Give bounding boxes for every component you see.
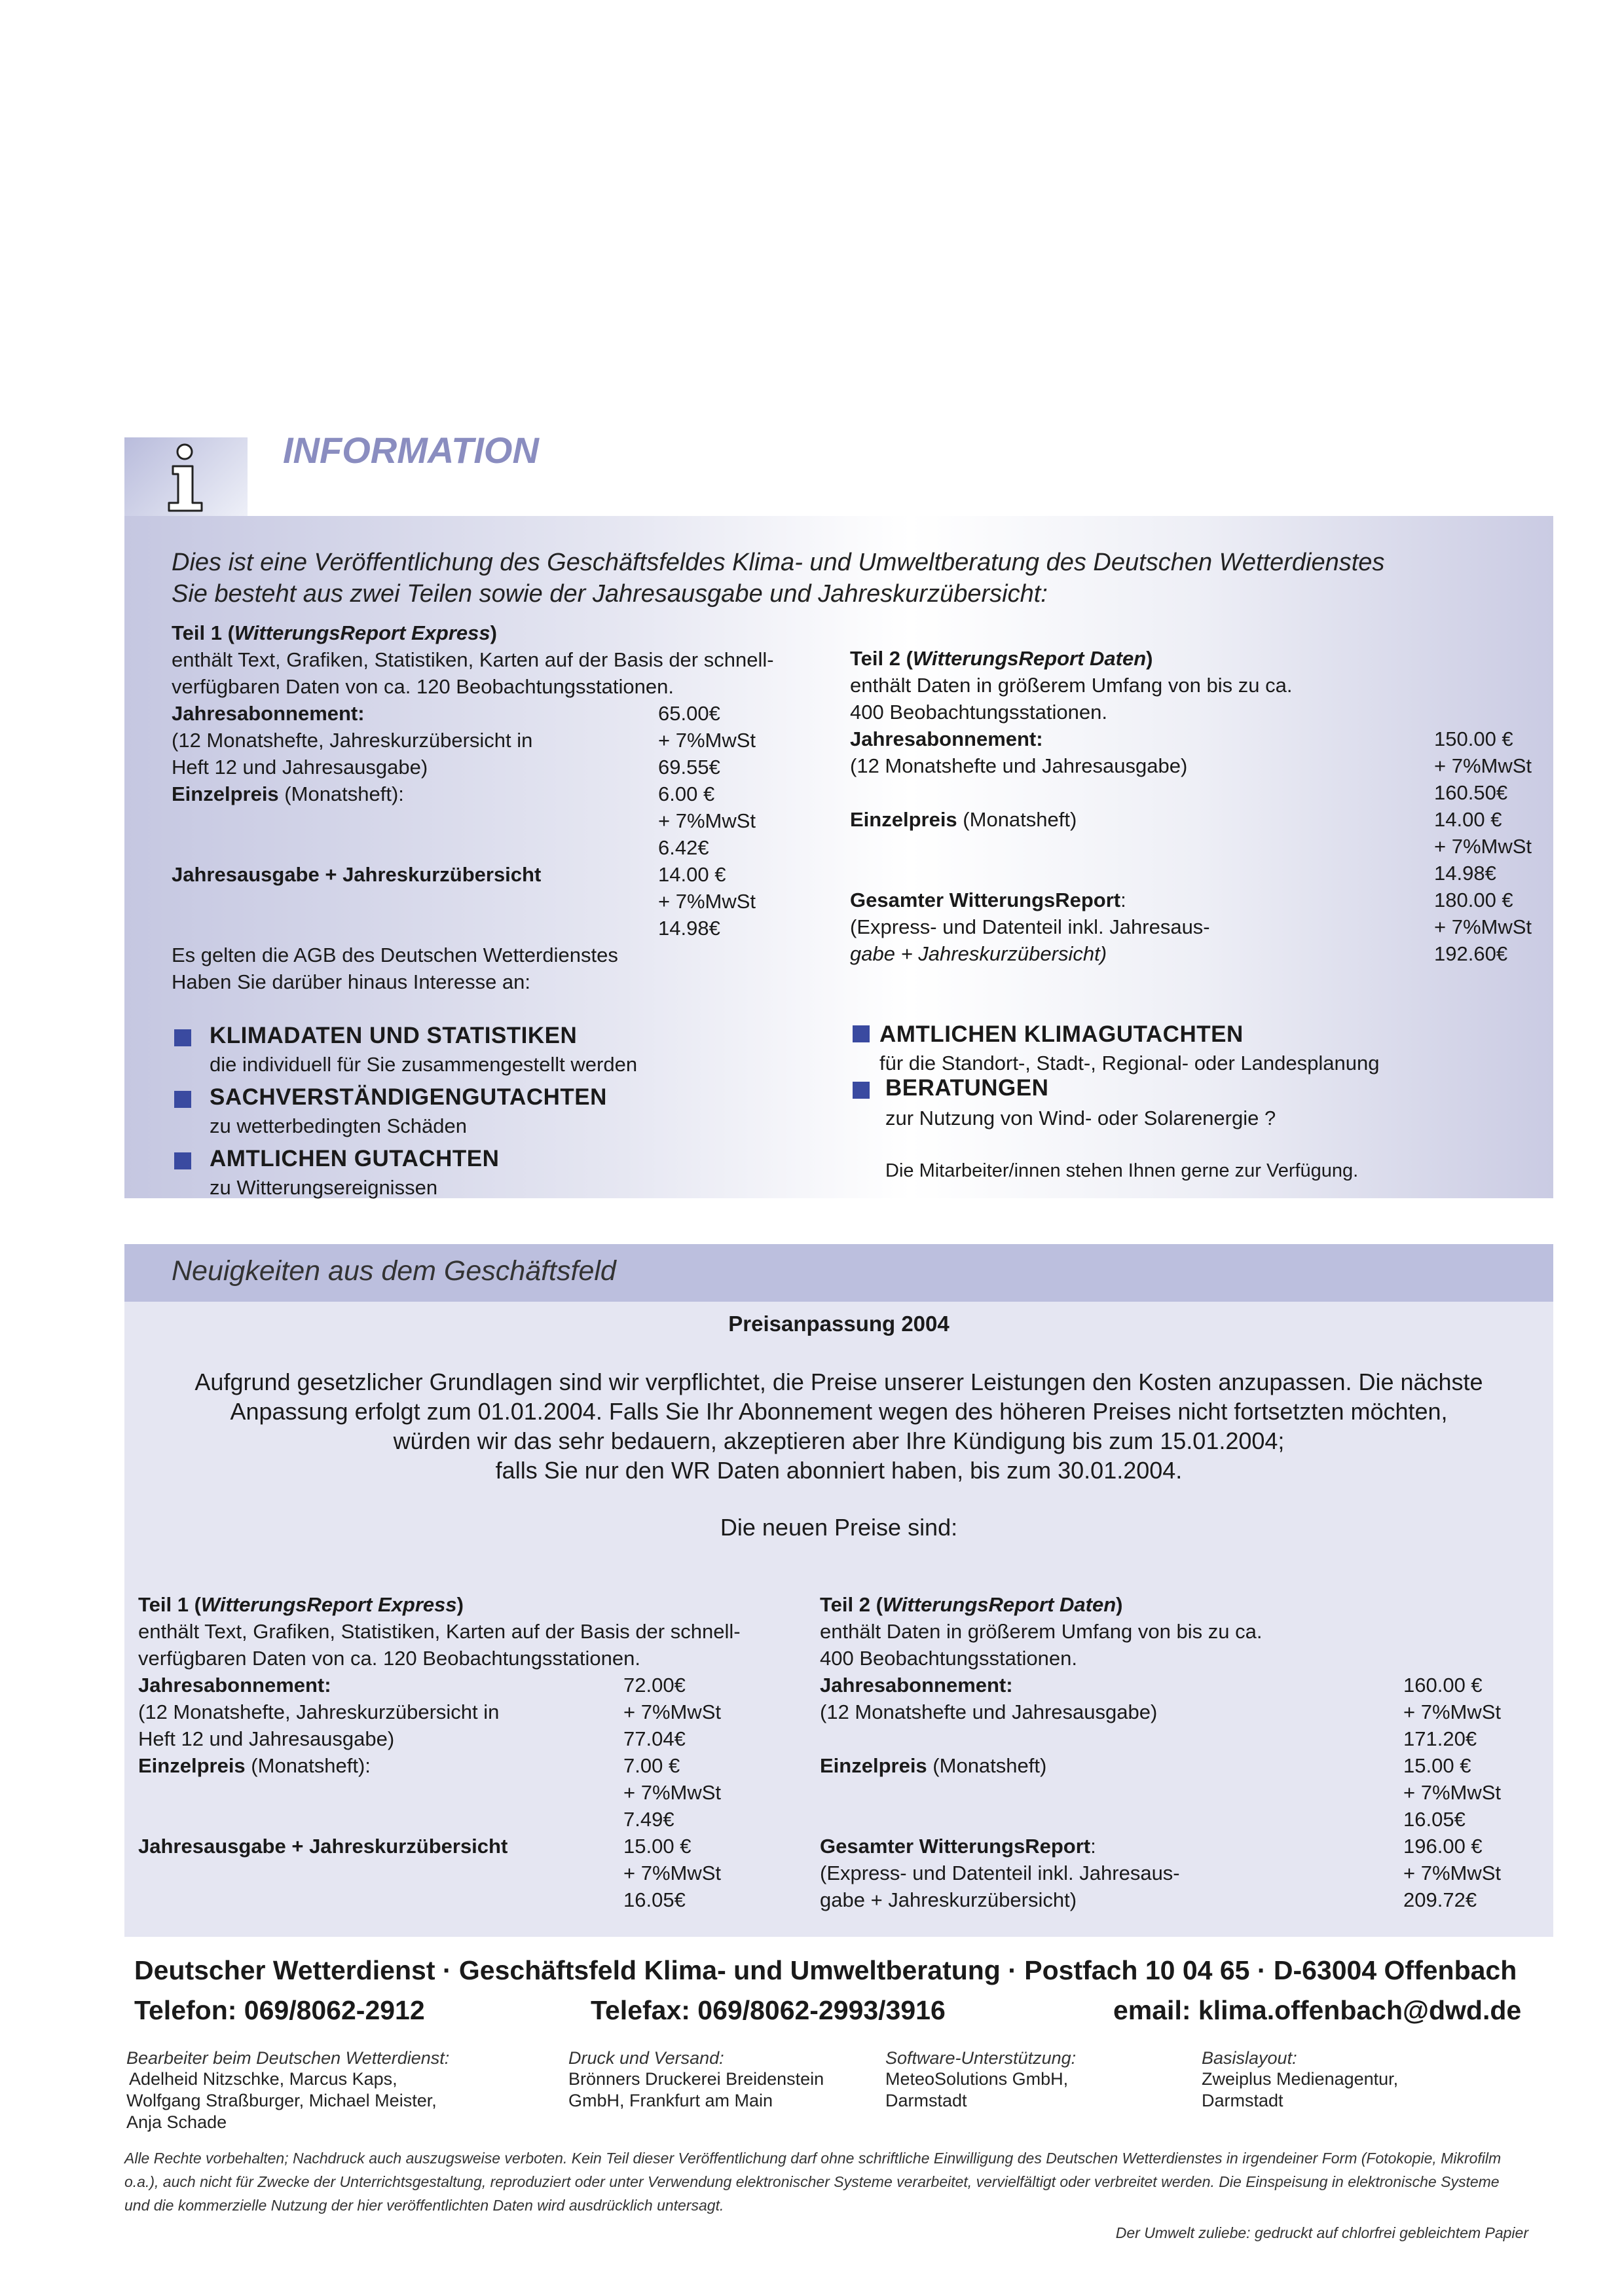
info-icon (124, 437, 248, 517)
news-teil1-einzel-total: 7.49€ (623, 1808, 674, 1831)
news-teil1-einzel-price: 7.00 € (623, 1754, 680, 1777)
info-teil1-abo-label: Jahresabonnement: (172, 702, 365, 725)
legal-line-3: und die kommerzielle Nutzung der hier veröffentlichten Daten wird ausdrücklich untersagt. (124, 2197, 724, 2214)
service-beratungen-sub: zur Nutzung von Wind- oder Solarenergie ? (885, 1107, 1276, 1129)
news-new-prices: Die neuen Preise sind: (720, 1514, 958, 1541)
news-teil2-heading: Teil 2 (WitterungsReport Daten) (820, 1593, 1123, 1616)
credit-print (568, 2048, 824, 2112)
news-teil2-ges-price: 196.00 € (1403, 1835, 1483, 1858)
news-teil1-abo-sub-1: (12 Monatshefte, Jahreskurzübersicht in (138, 1700, 500, 1723)
info-teil1-einzel-mwst: + 7%MwSt (658, 809, 756, 832)
info-teil2-abo-sub: (12 Monatshefte und Jahresausgabe) (850, 754, 1188, 777)
news-teil2-abo-price: 160.00 € (1403, 1674, 1483, 1697)
news-teil2-abo-mwst: + 7%MwSt (1403, 1700, 1502, 1723)
news-heading: Preisanpassung 2004 (728, 1312, 950, 1336)
staff-note: Die Mitarbeiter/innen stehen Ihnen gerne zur Verfügung. (885, 1160, 1359, 1181)
service-klimadaten-sub: die individuell für Sie zusammengestellt werden (210, 1053, 638, 1076)
intro-line-2: Sie besteht aus zwei Teilen sowie der Jahresausgabe und Jahreskurzübersicht: (172, 580, 1048, 608)
credit-editors-heading: Bearbeiter beim Deutschen Wetterdienst: (126, 2048, 450, 2068)
eco-note: Der Umwelt zuliebe: gedruckt auf chlorfrei gebleichtem Papier (1115, 2224, 1528, 2241)
credit-editors (126, 2048, 449, 2133)
news-teil1-jahr-mwst: + 7%MwSt (623, 1862, 722, 1884)
info-teil2-einzel: Einzelpreis (Monatsheft) (850, 808, 1077, 831)
credit-software-line: Darmstadt (885, 2091, 967, 2110)
news-teil2-einzel: Einzelpreis (Monatsheft) (820, 1754, 1047, 1777)
service-beratungen: BERATUNGEN (885, 1075, 1049, 1101)
info-teil1-einzel-price: 6.00 € (658, 782, 715, 805)
news-teil1-einzel-mwst: + 7%MwSt (623, 1781, 722, 1804)
news-teil1-abo-mwst: + 7%MwSt (623, 1700, 722, 1723)
news-teil2-desc-1: enthält Daten in größerem Umfang von bis zu ca. (820, 1620, 1263, 1643)
credit-layout-line: Darmstadt (1202, 2091, 1283, 2110)
bullet-square-icon (853, 1082, 870, 1099)
footer-address: Deutscher Wetterdienst · Geschäftsfeld Klima- und Umweltberatung · Postfach 10 04 65 · D-63004 Offenbach (134, 1955, 1517, 1985)
news-teil2-ges-sub-1: (Express- und Datenteil inkl. Jahresaus- (820, 1862, 1180, 1884)
news-teil2-ges-mwst: + 7%MwSt (1403, 1862, 1502, 1884)
news-teil1-einzel: Einzelpreis (Monatsheft): (138, 1754, 371, 1777)
info-teil1-jahr-label: Jahresausgabe + Jahreskurzübersicht (172, 863, 542, 886)
intro-line-1: Dies ist eine Veröffentlichung des Geschäftsfeldes Klima- und Umweltberatung des Deutschen Wetterdienstes (172, 549, 1385, 576)
info-teil2-abo-label: Jahresabonnement: (850, 727, 1043, 750)
info-teil1-abo-mwst: + 7%MwSt (658, 729, 756, 752)
info-teil1-jahr-total: 14.98€ (658, 917, 720, 940)
info-teil1-abo-sub-2: Heft 12 und Jahresausgabe) (172, 756, 428, 779)
info-teil1-abo-sub-1: (12 Monatshefte, Jahreskurzübersicht in (172, 729, 533, 752)
news-teil2-einzel-mwst: + 7%MwSt (1403, 1781, 1502, 1804)
credit-editors-line: Wolfgang Straßburger, Michael Meister, (126, 2091, 437, 2110)
info-teil2-abo-price: 150.00 € (1434, 727, 1513, 750)
credit-editors-line: Anja Schade (126, 2112, 227, 2132)
info-teil1-einzel-total: 6.42€ (658, 836, 709, 859)
news-teil1-heading: Teil 1 (WitterungsReport Express) (138, 1593, 464, 1616)
service-klimadaten: KLIMADATEN UND STATISTIKEN (210, 1023, 578, 1048)
credit-print-line: GmbH, Frankfurt am Main (568, 2091, 773, 2110)
credit-print-line: Brönners Druckerei Breidenstein (568, 2069, 824, 2089)
news-paragraph-line-1: Aufgrund gesetzlicher Grundlagen sind wir verpflichtet, die Preise unserer Leistungen den Kosten anzupassen. Die nächste (194, 1368, 1483, 1395)
news-teil1-jahr-total: 16.05€ (623, 1888, 686, 1911)
info-teil1-heading: Teil 1 (WitterungsReport Express) (172, 621, 497, 644)
news-teil2-abo-label: Jahresabonnement: (820, 1674, 1013, 1697)
news-teil2-ges: Gesamter WitterungsReport: (820, 1835, 1096, 1858)
info-teil1-desc-1: enthält Text, Grafiken, Statistiken, Karten auf der Basis der schnell- (172, 648, 774, 671)
news-paragraph-line-4: falls Sie nur den WR Daten abonniert haben, bis zum 30.01.2004. (495, 1457, 1183, 1484)
news-teil2-abo-sub: (12 Monatshefte und Jahresausgabe) (820, 1700, 1158, 1723)
info-teil1-abo-total: 69.55€ (658, 756, 720, 779)
service-amtliche-klimagutachten: AMTLICHEN KLIMAGUTACHTEN (879, 1021, 1244, 1047)
credit-editors-line: Adelheid Nitzschke, Marcus Kaps, (129, 2069, 397, 2089)
legal-notice (124, 2146, 1552, 2217)
news-teil1-jahr-price: 15.00 € (623, 1835, 692, 1858)
info-teil2-ges-price: 180.00 € (1434, 889, 1513, 911)
credit-layout (1202, 2048, 1398, 2112)
legal-line-2: o.a.), auch nicht für Zwecke der Unterrichtsgestaltung, reproduziert oder unter Verwendung elektronischer Systeme verarbeitet, vervielfältigt oder verbreitet werden. Die Einspeisung in elektronische Systeme (124, 2173, 1500, 2190)
news-teil2-einzel-price: 15.00 € (1403, 1754, 1471, 1777)
news-teil1-abo-price: 72.00€ (623, 1674, 686, 1697)
info-title: INFORMATION (283, 430, 539, 471)
news-teil2-desc-2: 400 Beobachtungsstationen. (820, 1647, 1077, 1670)
info-teil2-ges-sub-1: (Express- und Datenteil inkl. Jahresaus- (850, 915, 1210, 938)
info-teil2-abo-total: 160.50€ (1434, 781, 1508, 804)
info-teil2-desc-1: enthält Daten in größerem Umfang von bis zu ca. (850, 674, 1293, 697)
info-teil2-ges-total: 192.60€ (1434, 942, 1508, 965)
footer-phone: Telefon: 069/8062-2912 (134, 1995, 425, 2025)
bullet-square-icon (174, 1091, 191, 1108)
news-title: Neuigkeiten aus dem Geschäftsfeld (172, 1255, 616, 1287)
info-teil1-abo-price: 65.00€ (658, 702, 720, 725)
footer-fax: Telefax: 069/8062-2993/3916 (591, 1995, 946, 2025)
news-teil2-einzel-total: 16.05€ (1403, 1808, 1466, 1831)
legal-line-1: Alle Rechte vorbehalten; Nachdruck auch auszugsweise verboten. Kein Teil dieser Veröffentlichung darf ohne schriftliche Einwilligung des Deutschen Wetterdienstes in irgendeiner Form (Fotokopie, Mikrofilm (124, 2150, 1502, 2167)
service-amtliche-klimagutachten-sub: für die Standort-, Stadt-, Regional- oder Landesplanung (879, 1052, 1380, 1074)
info-teil2-einzel-total: 14.98€ (1434, 862, 1496, 885)
news-paragraph-line-2: Anpassung erfolgt zum 01.01.2004. Falls Sie Ihr Abonnement wegen des höheren Preises nicht fortsetzten möchten, (230, 1398, 1448, 1425)
info-teil1-desc-2: verfügbaren Daten von ca. 120 Beobachtungsstationen. (172, 675, 674, 698)
info-teil2-einzel-price: 14.00 € (1434, 808, 1502, 831)
bullet-square-icon (174, 1152, 191, 1169)
service-sachverstaendigengutachten-sub: zu wetterbedingten Schäden (210, 1114, 467, 1137)
credit-layout-heading: Basislayout: (1202, 2048, 1297, 2068)
info-interest: Haben Sie darüber hinaus Interesse an: (172, 970, 531, 993)
news-teil2-ges-sub-2: gabe + Jahreskurzübersicht) (820, 1888, 1077, 1911)
info-teil1-jahr-price: 14.00 € (658, 863, 726, 886)
news-teil1-abo-sub-2: Heft 12 und Jahresausgabe) (138, 1727, 395, 1750)
info-teil1-jahr-mwst: + 7%MwSt (658, 890, 756, 913)
info-teil2-abo-mwst: + 7%MwSt (1434, 754, 1532, 777)
news-teil2-ges-total: 209.72€ (1403, 1888, 1477, 1911)
news-teil1-desc-2: verfügbaren Daten von ca. 120 Beobachtungsstationen. (138, 1647, 640, 1670)
news-teil1-abo-label: Jahresabonnement: (138, 1674, 331, 1697)
info-teil2-desc-2: 400 Beobachtungsstationen. (850, 701, 1107, 724)
credit-print-heading: Druck und Versand: (568, 2048, 724, 2068)
info-teil2-ges-mwst: + 7%MwSt (1434, 915, 1532, 938)
info-teil1-einzel: Einzelpreis (Monatsheft): (172, 782, 404, 805)
info-teil2-ges-sub-2: gabe + Jahreskurzübersicht) (850, 942, 1107, 965)
info-teil2-ges: Gesamter WitterungsReport: (850, 889, 1126, 911)
bullet-square-icon (853, 1025, 870, 1042)
credit-software-line: MeteoSolutions GmbH, (885, 2069, 1069, 2089)
service-amtliche-gutachten-sub: zu Witterungsereignissen (210, 1176, 438, 1199)
news-teil1-desc-1: enthält Text, Grafiken, Statistiken, Karten auf der Basis der schnell- (138, 1620, 741, 1643)
bullet-square-icon (174, 1029, 191, 1046)
info-agb: Es gelten die AGB des Deutschen Wetterdienstes (172, 944, 618, 966)
news-teil1-abo-total: 77.04€ (623, 1727, 686, 1750)
credit-layout-line: Zweiplus Medienagentur, (1202, 2069, 1399, 2089)
info-teil2-heading: Teil 2 (WitterungsReport Daten) (850, 647, 1153, 670)
news-paragraph-line-3: würden wir das sehr bedauern, akzeptieren aber Ihre Kündigung bis zum 15.01.2004; (393, 1427, 1285, 1454)
news-teil1-jahr-label: Jahresausgabe + Jahreskurzübersicht (138, 1835, 508, 1858)
service-sachverstaendigengutachten: SACHVERSTÄNDIGENGUTACHTEN (210, 1084, 607, 1110)
credit-software-heading: Software-Unterstützung: (885, 2048, 1077, 2068)
footer-email[interactable]: email: klima.offenbach@dwd.de (1113, 1995, 1522, 2025)
news-teil2-abo-total: 171.20€ (1403, 1727, 1477, 1750)
credit-software (885, 2048, 1076, 2112)
info-teil2-einzel-mwst: + 7%MwSt (1434, 835, 1532, 858)
service-amtliche-gutachten: AMTLICHEN GUTACHTEN (210, 1146, 500, 1171)
